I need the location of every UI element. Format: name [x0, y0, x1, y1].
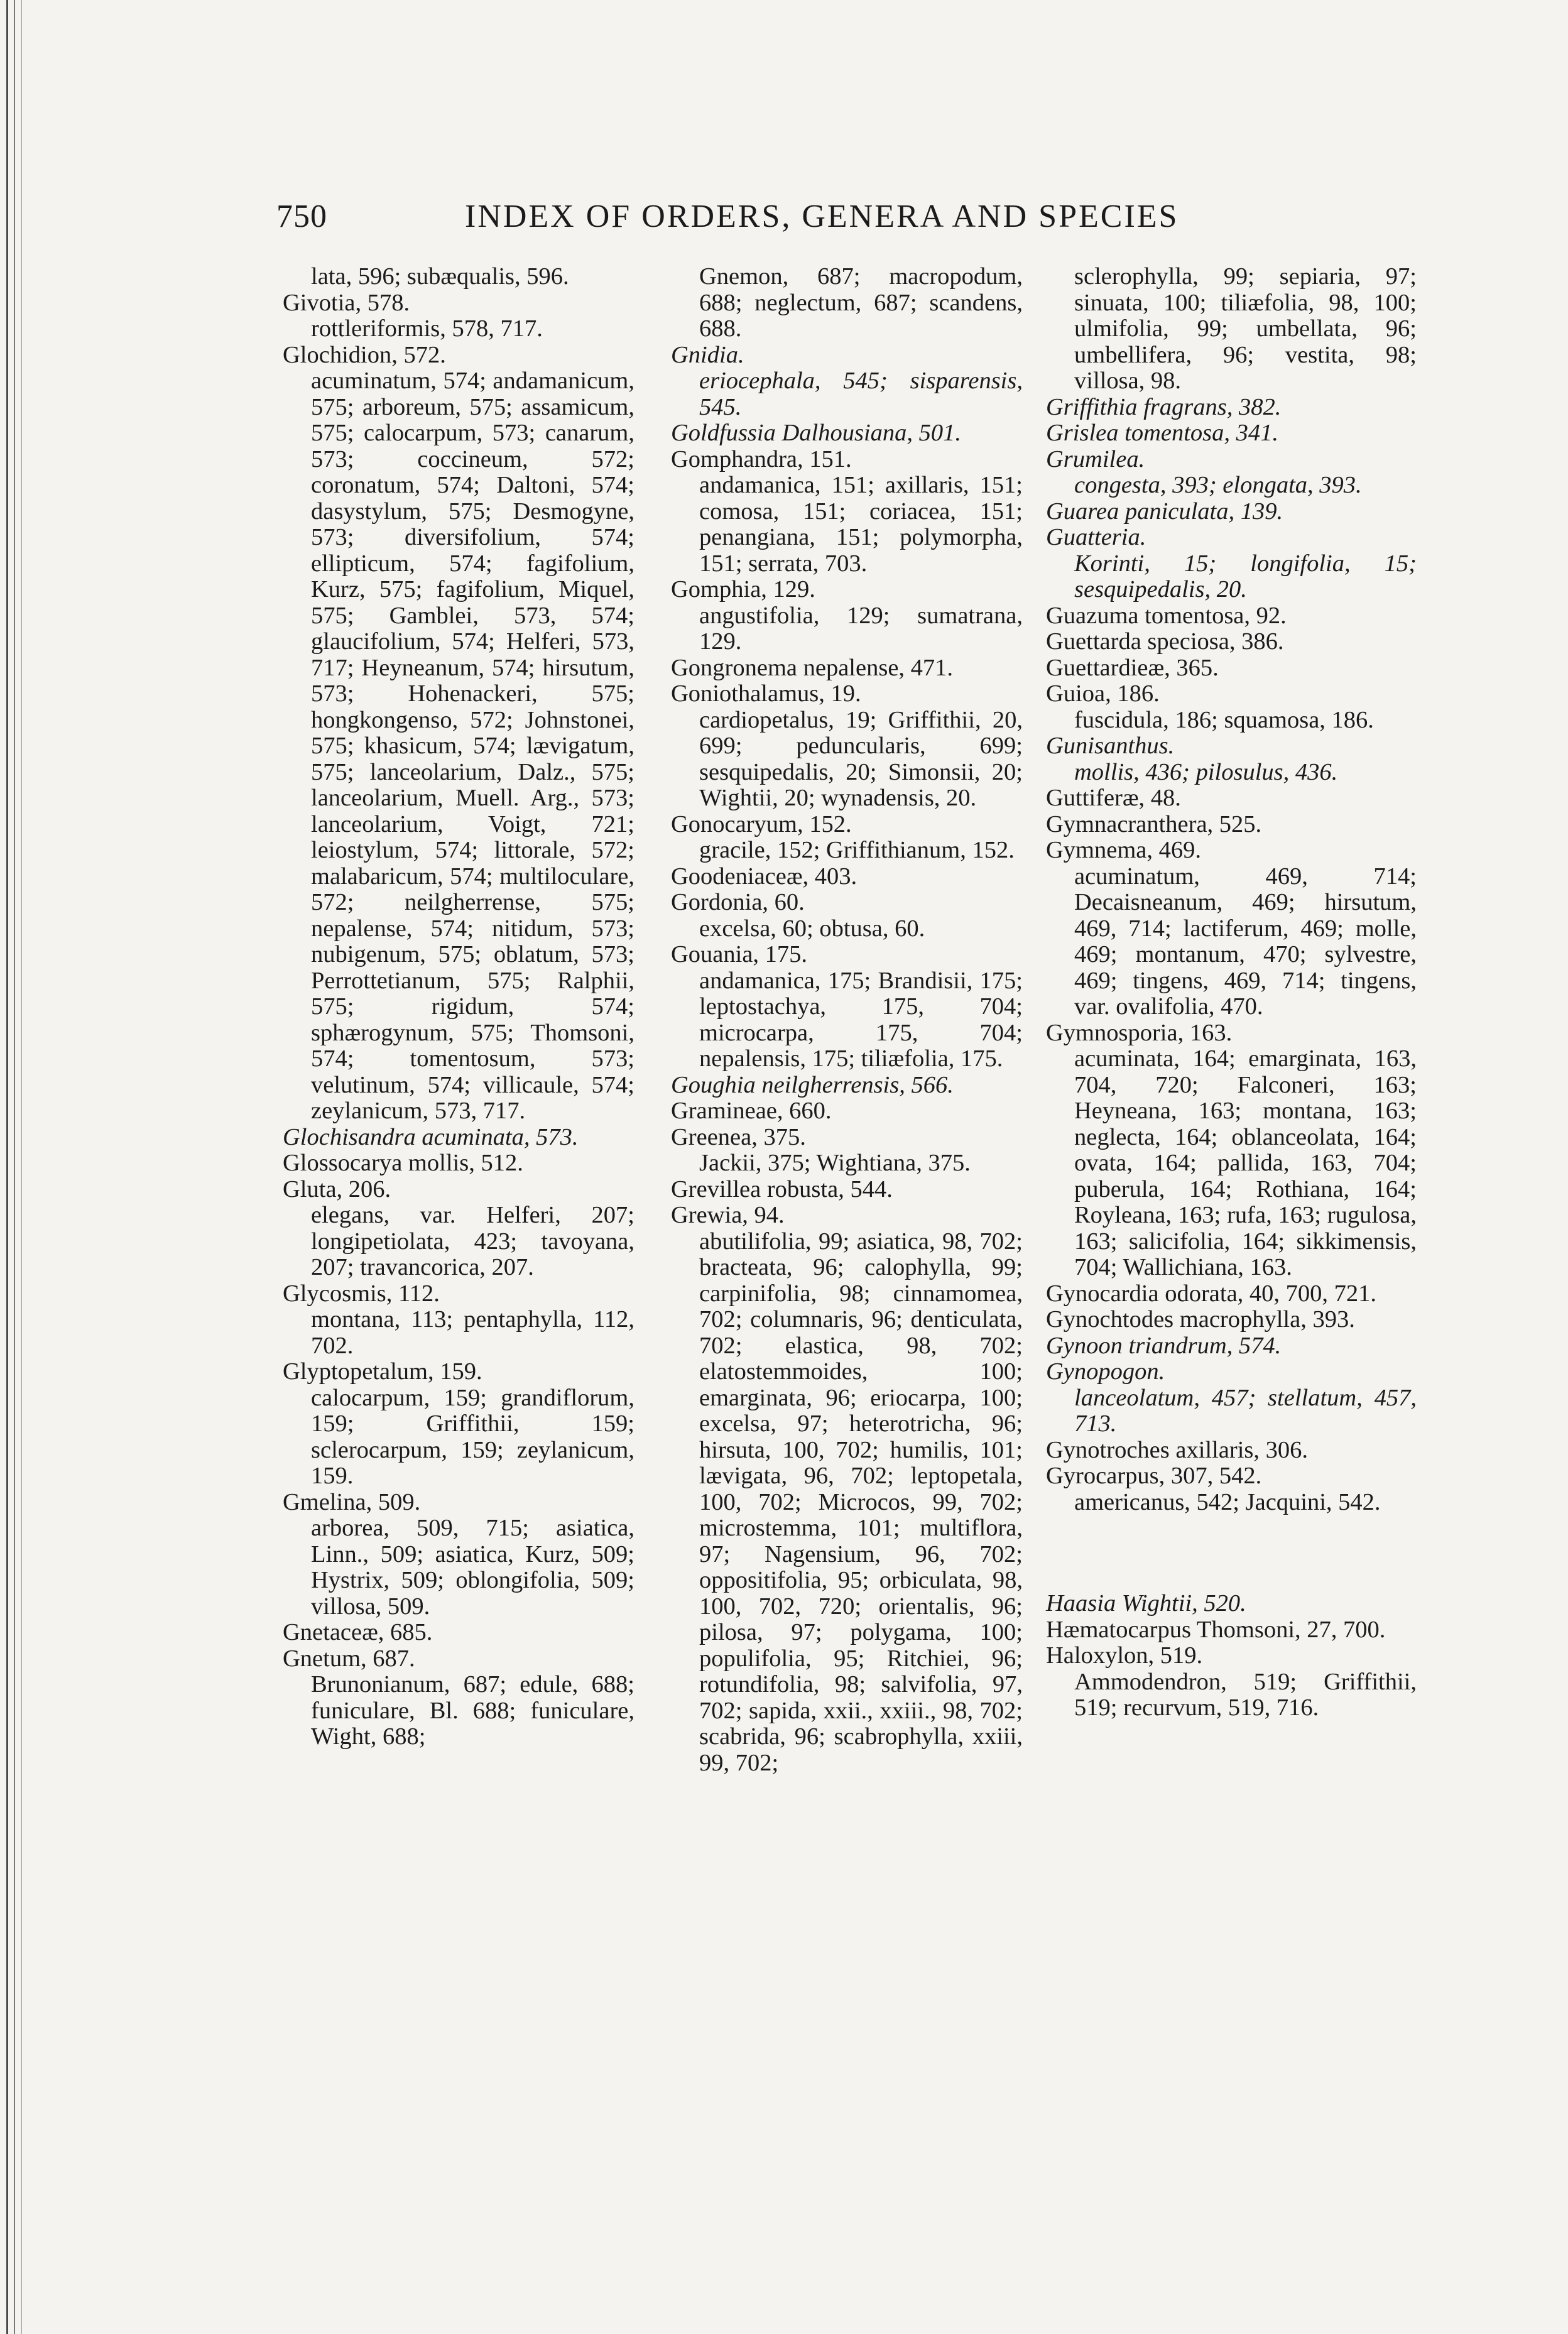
- index-entry: Gymnosporia, 163.: [1046, 1019, 1233, 1046]
- index-entry: Gluta, 206.: [283, 1175, 391, 1202]
- index-entry: Grumilea.: [1046, 445, 1145, 472]
- index-entry: Glycosmis, 112.: [283, 1280, 440, 1307]
- index-subentry: rottleriformis, 578, 717.: [311, 315, 543, 342]
- index-entry: Gongronema nepalense, 471.: [671, 654, 954, 681]
- index-entry: Gyrocarpus, 307, 542.: [1046, 1463, 1262, 1489]
- index-subentry: acuminata, 164; emarginata, 163, 704, 720; Falconeri, 163; Heyneana, 163; montana, 163; neglecta, 164; oblanceolata, 164; ovata, 164; pallida, 163, 704; puberula, 164; Rothiana, 164; Royleana, 163; rufa, 163; rugulosa, 163; salicifolia, 164; sikkimensis, 704; Wallichiana, 163.: [1074, 1045, 1417, 1280]
- index-subentry: eriocephala, 545; sisparensis, 545.: [699, 368, 1023, 420]
- index-subentry: fuscidula, 186; squamosa, 186.: [1074, 706, 1374, 733]
- index-entry: Guazuma tomentosa, 92.: [1046, 602, 1287, 629]
- index-entry: Guttiferæ, 48.: [1046, 785, 1181, 811]
- index-column-2: [671, 264, 1023, 1776]
- index-entry: Grislea tomentosa, 341.: [1046, 420, 1279, 446]
- index-subentry: andamanica, 151; axillaris, 151; comosa, 151; coriacea, 151; penangiana, 151; polymorpha, 151; serrata, 703.: [699, 472, 1023, 577]
- index-entry: Haasia Wightii, 520.: [1046, 1590, 1246, 1617]
- page-number: 750: [276, 199, 327, 234]
- index-entry: Grevillea robusta, 544.: [671, 1175, 893, 1202]
- index-subentry: angustifolia, 129; sumatrana, 129.: [699, 602, 1023, 655]
- index-subentry: sclerophylla, 99; sepiaria, 97; sinuata, 100; tiliæfolia, 98, 100; ulmifolia, 99; umbellata, 96; umbellifera, 96; vestita, 98; villosa, 98.: [1074, 263, 1417, 394]
- index-entry: Gonocaryum, 152.: [671, 810, 852, 837]
- index-entry: Gynoon triandrum, 574.: [1046, 1332, 1282, 1359]
- index-subentry: arborea, 509, 715; asiatica, Linn., 509; asiatica, Kurz, 509; Hystrix, 509; oblongifolia, 509; villosa, 509.: [311, 1515, 634, 1620]
- index-entry: Gynocardia odorata, 40, 700, 721.: [1046, 1280, 1377, 1307]
- index-entry: Givotia, 578.: [283, 289, 410, 316]
- index-entry: Guarea paniculata, 139.: [1046, 498, 1283, 525]
- index-entry: Glossocarya mollis, 512.: [283, 1150, 523, 1176]
- index-subentry: americanus, 542; Jacquini, 542.: [1074, 1488, 1381, 1515]
- index-subentry: Ammodendron, 519; Griffithii, 519; recurvum, 519, 716.: [1074, 1668, 1417, 1721]
- index-entry: Glochidion, 572.: [283, 341, 446, 368]
- index-entry: Greenea, 375.: [671, 1123, 806, 1150]
- index-entry: Goodeniaceæ, 403.: [671, 863, 858, 890]
- index-subentry: Jackii, 375; Wightiana, 375.: [699, 1150, 971, 1176]
- index-subentry: Gnemon, 687; macropodum, 688; neglectum, 687; scandens, 688.: [699, 263, 1023, 342]
- index-entry: Goughia neilgherrensis, 566.: [671, 1071, 954, 1098]
- index-subentry: Brunonianum, 687; edule, 688; funiculare, Bl. 688; funiculare, Wight, 688;: [311, 1671, 634, 1750]
- index-subentry: elegans, var. Helferi, 207; longipetiolata, 423; tavoyana, 207; travancorica, 207.: [311, 1202, 634, 1280]
- index-subentry: abutilifolia, 99; asiatica, 98, 702; bracteata, 96; calophylla, 99; carpinifolia, 98; cinnamomea, 702; columnaris, 96; denticulata, 702; elastica, 98, 702; elatostemmoides, 100; emarginata, 96; eriocarpa, 100; excelsa, 97; heterotricha, 96; hirsuta, 100, 702; humilis, 101; lævigata, 96, 702; leptopetala, 100, 702; Microcos, 99, 702; microstemma, 101; multiflora, 97; Nagensium, 96, 702; oppositifolia, 95; orbiculata, 98, 100, 702, 720; orientalis, 96; pilosa, 97; polygama, 100; populifolia, 95; Ritchiei, 96; rotundifolia, 98; salvifolia, 97, 702; sapida, xxii., xxiii., 98, 702; scabrida, 96; scabrophylla, xxiii, 99, 702;: [699, 1228, 1023, 1776]
- index-entry: Gomphia, 129.: [671, 576, 815, 603]
- index-column-3: [1046, 264, 1417, 1721]
- index-entry: Griffithia fragrans, 382.: [1046, 393, 1282, 420]
- index-entry: Guatteria.: [1046, 524, 1146, 550]
- index-subentry: lanceolatum, 457; stellatum, 457, 713.: [1074, 1384, 1417, 1437]
- index-entry: Gmelina, 509.: [283, 1488, 421, 1515]
- index-entry: Gordonia, 60.: [671, 889, 805, 915]
- index-entry: Gynochtodes macrophylla, 393.: [1046, 1306, 1355, 1333]
- index-entry: Goniothalamus, 19.: [671, 680, 861, 707]
- index-column-1: [283, 264, 634, 1750]
- index-entry: Gynotroches axillaris, 306.: [1046, 1436, 1308, 1463]
- index-subentry: excelsa, 60; obtusa, 60.: [699, 915, 925, 942]
- page-edge-line: [14, 0, 15, 2334]
- index-entry: Gymnacranthera, 525.: [1046, 810, 1262, 837]
- index-subentry: calocarpum, 159; grandiflorum, 159; Griffithii, 159; sclerocarpum, 159; zeylanicum, 159.: [311, 1384, 634, 1489]
- index-entry: Gramineae, 660.: [671, 1098, 832, 1124]
- index-entry: Gouania, 175.: [671, 941, 808, 968]
- index-entry: Guioa, 186.: [1046, 680, 1160, 707]
- index-entry: Goldfussia Dalhousiana, 501.: [671, 420, 962, 446]
- index-entry: Gnetaceæ, 685.: [283, 1619, 433, 1645]
- index-entry: Glyptopetalum, 159.: [283, 1358, 482, 1385]
- index-subentry: cardiopetalus, 19; Griffithii, 20, 699; peduncularis, 699; sesquipedalis, 20; Simonsii, 20; Wightii, 20; wynadensis, 20.: [699, 706, 1023, 811]
- index-subentry: congesta, 393; elongata, 393.: [1074, 472, 1362, 498]
- index-subentry: montana, 113; pentaphylla, 112, 702.: [311, 1306, 634, 1359]
- index-subentry: lata, 596; subæqualis, 596.: [311, 263, 569, 290]
- index-subentry: gracile, 152; Griffithianum, 152.: [699, 837, 1015, 863]
- index-entry: Gynopogon.: [1046, 1358, 1165, 1385]
- index-entry: Grewia, 94.: [671, 1202, 785, 1228]
- index-subentry: mollis, 436; pilosulus, 436.: [1074, 758, 1338, 785]
- index-subentry: Korinti, 15; longifolia, 15; sesquipedalis, 20.: [1074, 550, 1417, 603]
- index-entry: Guettardieæ, 365.: [1046, 654, 1219, 681]
- running-title: INDEX OF ORDERS, GENERA AND SPECIES: [465, 199, 1179, 234]
- page-edge-line: [6, 0, 8, 2334]
- index-entry: Glochisandra acuminata, 573.: [283, 1123, 579, 1150]
- index-entry: Gnidia.: [671, 341, 744, 368]
- index-entry: Gunisanthus.: [1046, 733, 1175, 759]
- index-entry: Hæmatocarpus Thomsoni, 27, 700.: [1046, 1616, 1386, 1643]
- index-entry: Gnetum, 687.: [283, 1645, 415, 1672]
- index-subentry: acuminatum, 469, 714; Decaisneanum, 469; hirsutum, 469, 714; lactiferum, 469; molle, 469; montanum, 470; sylvestre, 469; tingens, 469, 714; tingens, var. ovalifolia, 470.: [1074, 863, 1417, 1020]
- index-entry: Gomphandra, 151.: [671, 445, 852, 472]
- page-edge-line: [21, 0, 22, 2334]
- index-entry: Guettarda speciosa, 386.: [1046, 628, 1284, 655]
- index-subentry: andamanica, 175; Brandisii, 175; leptostachya, 175, 704; microcarpa, 175, 704; nepalensis, 175; tiliæfolia, 175.: [699, 967, 1023, 1072]
- index-entry: Gymnema, 469.: [1046, 837, 1201, 863]
- index-subentry: acuminatum, 574; andamanicum, 575; arboreum, 575; assamicum, 575; calocarpum, 573; canarum, 573; coccineum, 572; coronatum, 574; Daltoni, 574; dasystylum, 575; Desmogyne, 573; diversifolium, 574; ellipticum, 574; fagifolium, Kurz, 575; fagifolium, Miquel, 575; Gamblei, 573, 574; glaucifolium, 574; Helferi, 573, 717; Heyneanum, 574; hirsutum, 573; Hohenackeri, 575; hongkongenso, 572; Johnstonei, 575; khasicum, 574; lævigatum, 575; lanceolarium, Dalz., 575; lanceolarium, Muell. Arg., 573; lanceolarium, Voigt, 721; leiostylum, 574; littorale, 572; malabaricum, 574; multiloculare, 572; neilgherrense, 575; nepalense, 574; nitidum, 573; nubigenum, 575; oblatum, 573; Perrottetianum, 575; Ralphii, 575; rigidum, 574; sphærogynum, 575; Thomsoni, 574; tomentosum, 573; velutinum, 574; villicaule, 574; zeylanicum, 573, 717.: [311, 368, 634, 1124]
- index-entry: Haloxylon, 519.: [1046, 1642, 1203, 1669]
